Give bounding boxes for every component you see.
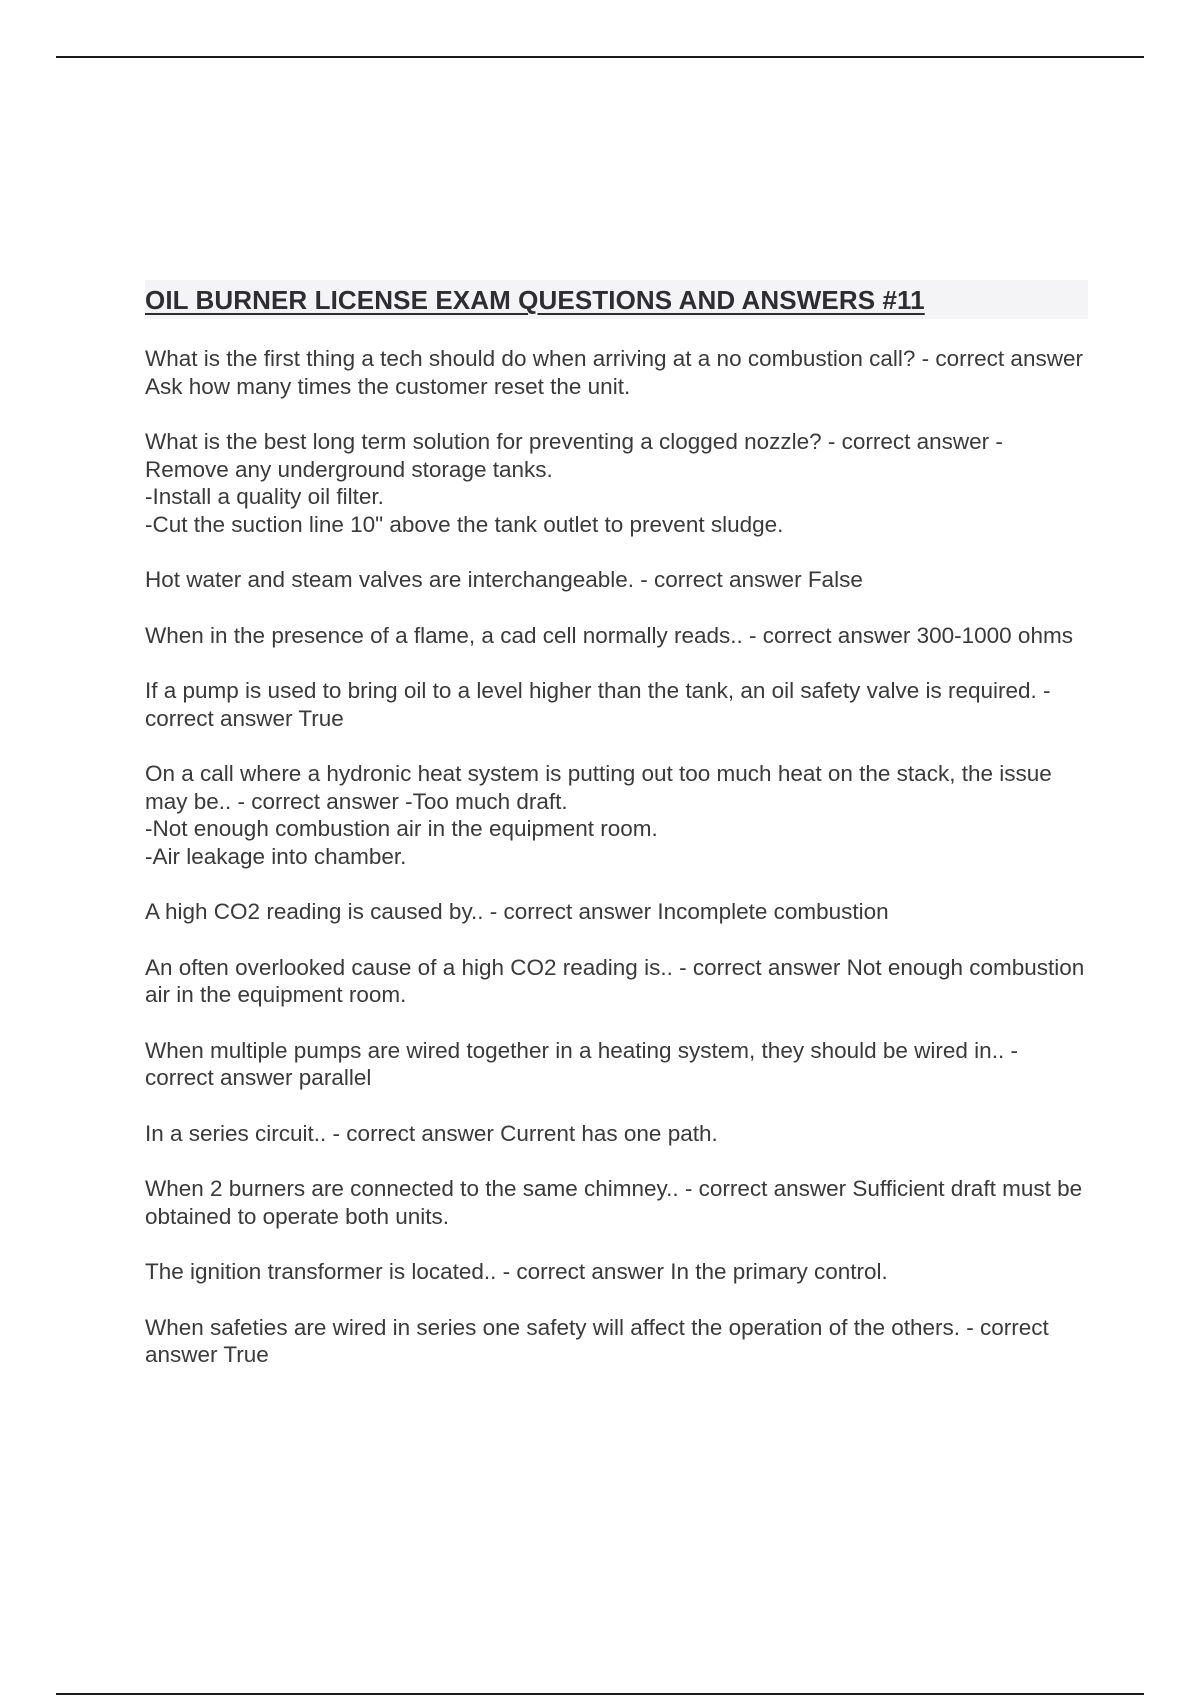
qa-item-2: What is the best long term solution for preventing a clogged nozzle? - correct answer - Remove any underground storage tanks. -Install a quality oil filter. -Cut the suction line 10" above the tank outlet to prevent sludge. [145, 429, 1003, 537]
qa-item-9: When multiple pumps are wired together in a heating system, they should be wired in.. - correct answer parallel [145, 1037, 1018, 1090]
qa-item-6: On a call where a hydronic heat system is putting out too much heat on the stack, the issue may be.. - correct answer -Too much draft. -Not enough combustion air in the equipment room. -Air leakage into chamber. [145, 761, 1052, 869]
qa-item-11: When 2 burners are connected to the same chimney.. - correct answer Sufficient draft must be obtained to operate both units. [145, 1176, 1083, 1229]
document-title: OIL BURNER LICENSE EXAM QUESTIONS AND ANSWERS #11 [145, 285, 925, 315]
top-rule [56, 56, 1144, 58]
qa-item-5: If a pump is used to bring oil to a level higher than the tank, an oil safety valve is required. - correct answer True [145, 678, 1051, 731]
qa-item-13: When safeties are wired in series one safety will affect the operation of the others. - correct answer True [145, 1314, 1049, 1367]
qa-item-3: Hot water and steam valves are interchangeable. - correct answer False [145, 567, 863, 592]
qa-item-7: A high CO2 reading is caused by.. - correct answer Incomplete combustion [145, 899, 889, 924]
bottom-rule [56, 1693, 1144, 1695]
qa-item-10: In a series circuit.. - correct answer Current has one path. [145, 1120, 718, 1146]
title-band [145, 280, 1088, 319]
qa-item-4: When in the presence of a flame, a cad cell normally reads.. - correct answer 300-1000 ohms [145, 622, 1073, 648]
document-body [145, 280, 1088, 1397]
qa-item-12: The ignition transformer is located.. - correct answer In the primary control. [145, 1259, 888, 1284]
qa-item-8: An often overlooked cause of a high CO2 reading is.. - correct answer Not enough combustion air in the equipment room. [145, 954, 1085, 1007]
qa-item-1: What is the first thing a tech should do when arriving at a no combustion call? - correct answer Ask how many times the customer reset the unit. [145, 346, 1083, 399]
